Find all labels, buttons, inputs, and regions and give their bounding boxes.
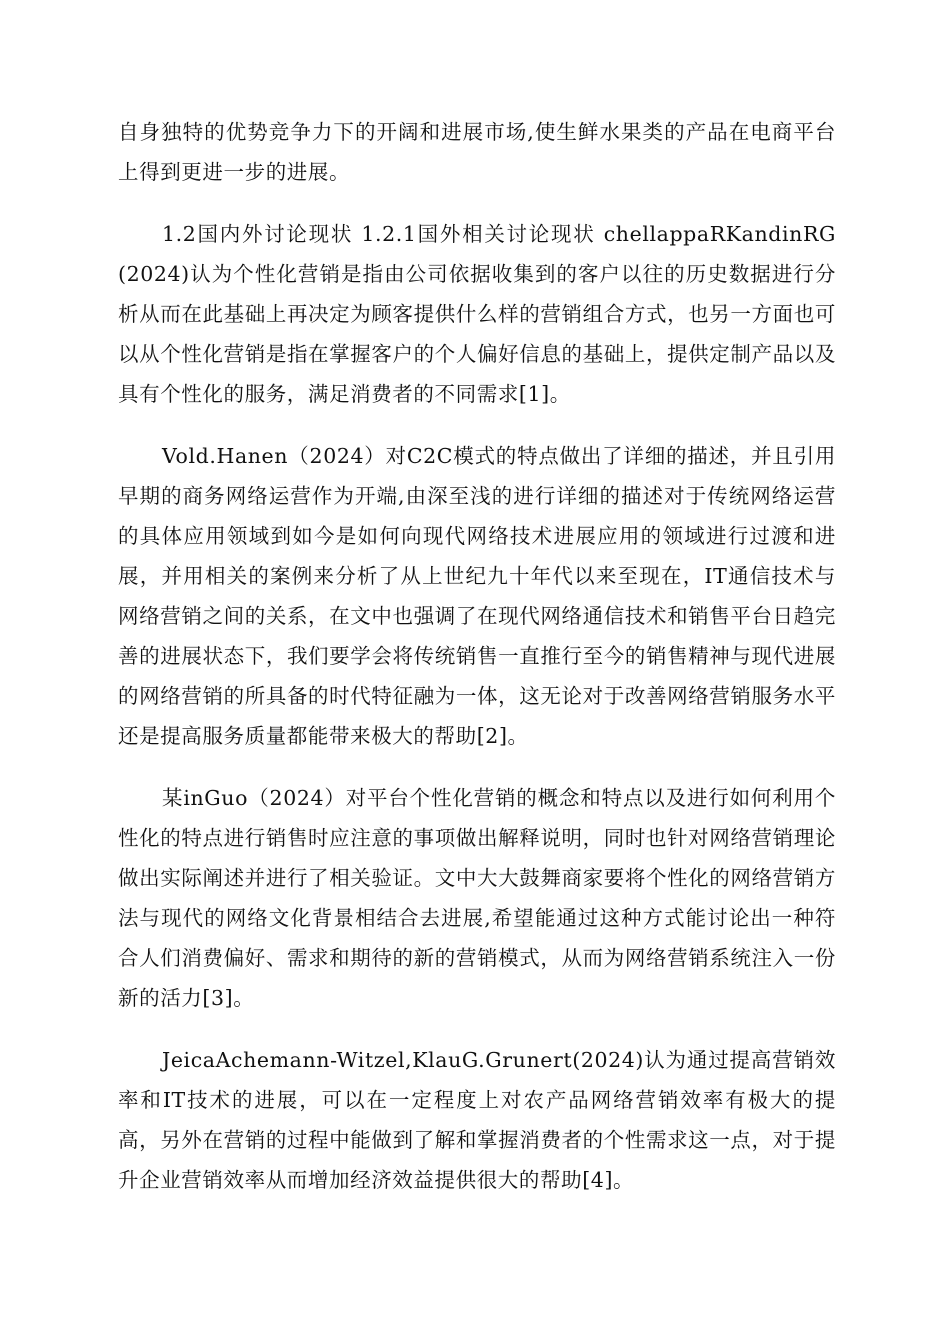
- paragraph-research-status: 1.2国内外讨论现状 1.2.1国外相关讨论现状 chellappaRKandinRG(2024)认为个性化营销是指由公司依据收集到的客户以往的历史数据进行分析从而在此基础上再决定为顾客提供什么样的营销组合方式，也另一方面也可以从个性化营销是指在掌握客户的个人偏好信息的基础上，提供定制产品以及具有个性化的服务，满足消费者的不同需求[1]。: [118, 222, 836, 406]
- paragraph-gap: [118, 414, 836, 436]
- paragraph-gap: [118, 192, 836, 214]
- paragraph-achemann-witzel: JeicaAchemann-Witzel,KlauG.Grunert(2024)认为通过提高营销效率和IT技术的进展，可以在一定程度上对农产品网络营销效率有极大的提高，另外在营销的过程中能做到了解和掌握消费者的个性需求这一点，对于提升企业营销效率从而增加经济效益提供很大的帮助[4]。: [118, 1048, 836, 1192]
- paragraph-gap: [118, 756, 836, 778]
- paragraph-inguo: 某inGuo（2024）对平台个性化营销的概念和特点以及进行如何利用个性化的特点进行销售时应注意的事项做出解释说明，同时也针对网络营销理论做出实际阐述并进行了相关验证。文中大大鼓舞商家要将个性化的网络营销方法与现代的网络文化背景相结合去进展,希望能通过这种方式能讨论出一种符合人们消费偏好、需求和期待的新的营销模式，从而为网络营销系统注入一份新的活力[3]。: [118, 786, 836, 1010]
- paragraph-gap: [118, 1018, 836, 1040]
- paragraph-intro-continuation: 自身独特的优势竞争力下的开阔和进展市场,使生鲜水果类的产品在电商平台上得到更进一步的进展。: [118, 120, 836, 184]
- paragraph-vold-hanen: Vold.Hanen（2024）对C2C模式的特点做出了详细的描述，并且引用早期的商务网络运营作为开端,由深至浅的进行详细的描述对于传统网络运营的具体应用领域到如今是如何向现代网络技术进展应用的领域进行过渡和进展，并用相关的案例来分析了从上世纪九十年代以来至现在，IT通信技术与网络营销之间的关系，在文中也强调了在现代网络通信技术和销售平台日趋完善的进展状态下，我们要学会将传统销售一直推行至今的销售精神与现代进展的网络营销的所具备的时代特征融为一体，这无论对于改善网络营销服务水平还是提高服务质量都能带来极大的帮助[2]。: [118, 444, 836, 748]
- document-body: [118, 112, 836, 1200]
